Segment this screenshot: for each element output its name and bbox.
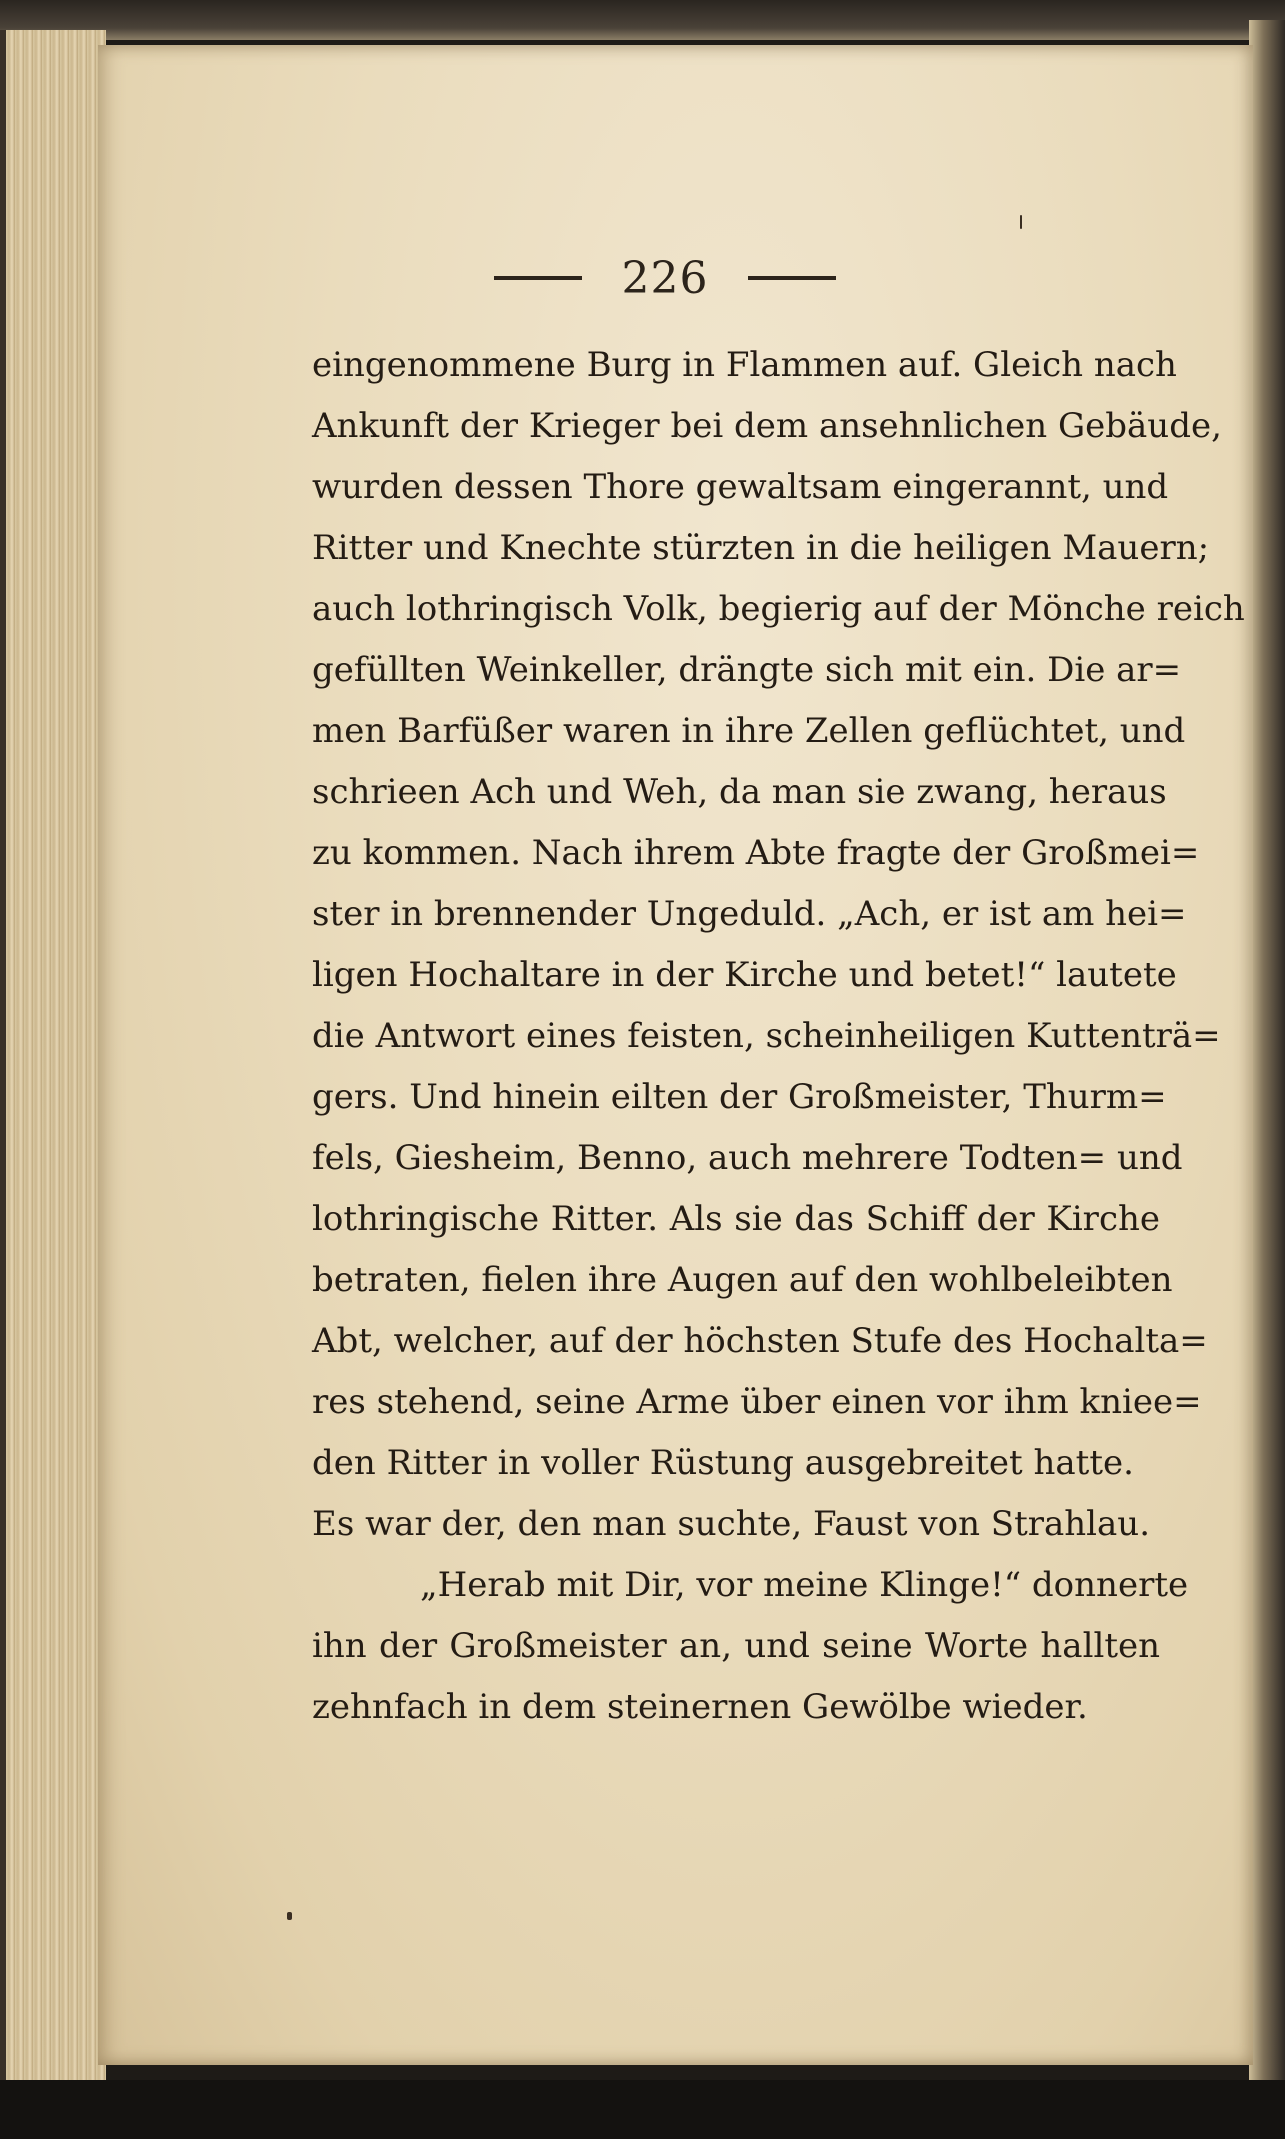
- ink-speck: [287, 1912, 292, 1920]
- book-page-edges: [0, 30, 106, 2090]
- text-line: auch lothringisch Volk, begierig auf der Mönche reich: [312, 589, 1245, 629]
- text-line: zehnfach in dem steinernen Gewölbe wieder.: [312, 1687, 1088, 1727]
- text-line: gers. Und hinein eilten der Großmeister, Thurm=: [312, 1077, 1167, 1117]
- text-line: Abt, welcher, auf der höchsten Stufe des Hochalta=: [312, 1321, 1208, 1361]
- text-line: Ankunft der Krieger bei dem ansehnlichen Gebäude,: [312, 406, 1222, 446]
- page-number: 226: [621, 252, 709, 304]
- text-line: gefüllten Weinkeller, drängte sich mit ein. Die ar=: [312, 650, 1182, 690]
- book-right-edge: [1249, 20, 1285, 2110]
- text-line: Es war der, den man suchte, Faust von Strahlau.: [312, 1504, 1150, 1544]
- text-line: fels, Giesheim, Benno, auch mehrere Todten= und: [312, 1138, 1183, 1178]
- text-line: ligen Hochaltare in der Kirche und betet!“ lautete: [312, 955, 1177, 995]
- text-line: Ritter und Knechte stürzten in die heiligen Mauern;: [312, 528, 1210, 568]
- ink-speck: [1020, 215, 1022, 229]
- body-text: [312, 335, 1245, 1738]
- page-header: [400, 248, 930, 308]
- text-line: res stehend, seine Arme über einen vor ihm kniee=: [312, 1382, 1202, 1422]
- book-top-edge: [0, 0, 1285, 40]
- header-dash-right: [748, 276, 836, 280]
- text-line: ster in brennender Ungeduld. „Ach, er ist am hei=: [312, 894, 1187, 934]
- text-line: eingenommene Burg in Flammen auf. Gleich nach: [312, 345, 1177, 385]
- text-line: wurden dessen Thore gewaltsam eingerannt, und: [312, 467, 1169, 507]
- text-line: betraten, fielen ihre Augen auf den wohlbeleibten: [312, 1260, 1173, 1300]
- book-bottom-edge: [0, 2080, 1285, 2139]
- text-line: die Antwort eines feisten, scheinheiligen Kuttenträ=: [312, 1016, 1221, 1056]
- text-line: den Ritter in voller Rüstung ausgebreitet hatte.: [312, 1443, 1134, 1483]
- text-line: zu kommen. Nach ihrem Abte fragte der Großmei=: [312, 833, 1200, 873]
- text-line: lothringische Ritter. Als sie das Schiff der Kirche: [312, 1199, 1160, 1239]
- text-line: „Herab mit Dir, vor meine Klinge!“ donnerte: [420, 1565, 1189, 1605]
- header-dash-left: [494, 276, 582, 280]
- text-line: men Barfüßer waren in ihre Zellen geflüchtet, und: [312, 711, 1186, 751]
- text-line: schrieen Ach und Weh, da man sie zwang, heraus: [312, 772, 1167, 812]
- text-line: ihn der Großmeister an, und seine Worte hallten: [312, 1626, 1160, 1666]
